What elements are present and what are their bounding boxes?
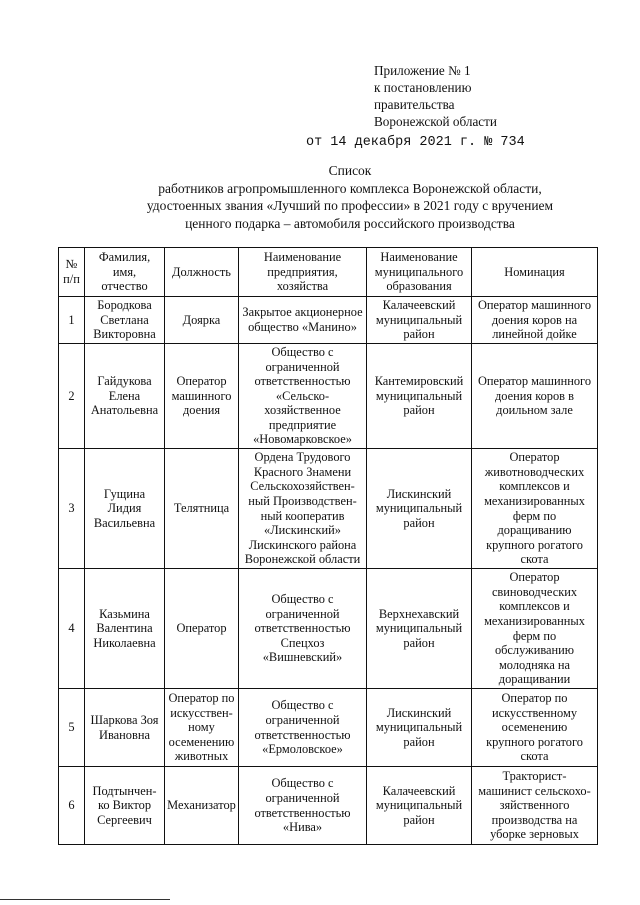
title-line: Список: [328, 163, 372, 178]
cell-enterprise: Ордена Трудового Красного Знамени Сельскохозяйствен- ный Производствен- ный кооператив «Лискинский» Лискинского района Воронежской области: [239, 449, 367, 569]
table-row: [59, 767, 598, 845]
title-line: работников агропромышленного комплекса Воронежской области,: [158, 180, 542, 196]
footnote-divider: [0, 899, 170, 900]
header-full-name: Фамилия, имя, отчество: [85, 248, 165, 297]
cell-number: 3: [59, 449, 85, 569]
cell-position: Оператор: [165, 569, 239, 689]
cell-enterprise: Общество с ограниченной ответственностью «Нива»: [239, 767, 367, 845]
cell-position: Оператор по искусствен- ному осеменению животных: [165, 689, 239, 767]
cell-full-name: Бородкова Светлана Викторовна: [85, 297, 165, 344]
cell-nomination: Оператор животноводческих комплексов и механизированных ферм по доращиванию крупного рогатого скота: [472, 449, 598, 569]
appendix-line: правительства: [374, 97, 455, 112]
cell-number: 5: [59, 689, 85, 767]
cell-nomination: Оператор машинного доения коров в доильном зале: [472, 344, 598, 449]
title-line: удостоенных звания «Лучший по профессии» в 2021 году с вручением: [146, 198, 554, 213]
cell-full-name: Казьмина Валентина Николаевна: [85, 569, 165, 689]
appendix-line: к постановлению: [374, 80, 472, 95]
cell-number: 1: [59, 297, 85, 344]
cell-municipality: Лискинский муниципальный район: [367, 689, 472, 767]
cell-municipality: Лискинский муниципальный район: [367, 449, 472, 569]
header-position: Должность: [165, 248, 239, 297]
title-line: ценного подарка – автомобиля российского производства: [185, 215, 515, 231]
cell-nomination: Оператор свиноводческих комплексов и механизированных ферм по обслуживанию молодняка на доращивании: [472, 569, 598, 689]
cell-nomination: Оператор машинного доения коров на линейной дойке: [472, 297, 598, 344]
appendix-block: [374, 62, 604, 130]
cell-position: Оператор машинного доения: [165, 344, 239, 449]
cell-enterprise: Общество с ограниченной ответственностью «Ермоловское»: [239, 689, 367, 767]
table-row: [59, 569, 598, 689]
cell-municipality: Верхнехавский муниципальный район: [367, 569, 472, 689]
cell-enterprise: Общество с ограниченной ответственностью Спецхоз «Вишневский»: [239, 569, 367, 689]
cell-municipality: Калачеевский муниципальный район: [367, 297, 472, 344]
table-row: [59, 449, 598, 569]
cell-full-name: Подтынчен- ко Виктор Сергеевич: [85, 767, 165, 845]
cell-position: Доярка: [165, 297, 239, 344]
cell-enterprise: Закрытое акционерное общество «Манино»: [239, 297, 367, 344]
cell-full-name: Гущина Лидия Васильевна: [85, 449, 165, 569]
header-number: № п/п: [59, 248, 85, 297]
table-header-row: [59, 248, 598, 297]
cell-number: 2: [59, 344, 85, 449]
cell-position: Телятница: [165, 449, 239, 569]
table-row: [59, 297, 598, 344]
appendix-line: Приложение № 1: [374, 63, 471, 78]
cell-full-name: Гайдукова Елена Анатольевна: [85, 344, 165, 449]
cell-position: Механизатор: [165, 767, 239, 845]
header-nomination: Номинация: [472, 248, 598, 297]
header-enterprise: Наименование предприятия, хозяйства: [239, 248, 367, 297]
cell-enterprise: Общество с ограниченной ответственностью «Сельско- хозяйственное предприятие «Новомарковское»: [239, 344, 367, 449]
header-municipality: Наименование муниципального образования: [367, 248, 472, 297]
cell-nomination: Тракторист- машинист сельскохо- зяйственного производства на уборке зерновых: [472, 767, 598, 845]
cell-number: 6: [59, 767, 85, 845]
appendix-line: Воронежской области: [374, 114, 497, 129]
cell-full-name: Шаркова Зоя Ивановна: [85, 689, 165, 767]
cell-nomination: Оператор по искусственному осеменению крупного рогатого скота: [472, 689, 598, 767]
cell-municipality: Калачеевский муниципальный район: [367, 767, 472, 845]
cell-number: 4: [59, 569, 85, 689]
cell-municipality: Кантемировский муниципальный район: [367, 344, 472, 449]
table-row: [59, 689, 598, 767]
table-row: [59, 344, 598, 449]
document-title: [60, 162, 640, 232]
decree-reference: от 14 декабря 2021 г. № 734: [306, 135, 525, 150]
awards-table: [58, 247, 598, 845]
